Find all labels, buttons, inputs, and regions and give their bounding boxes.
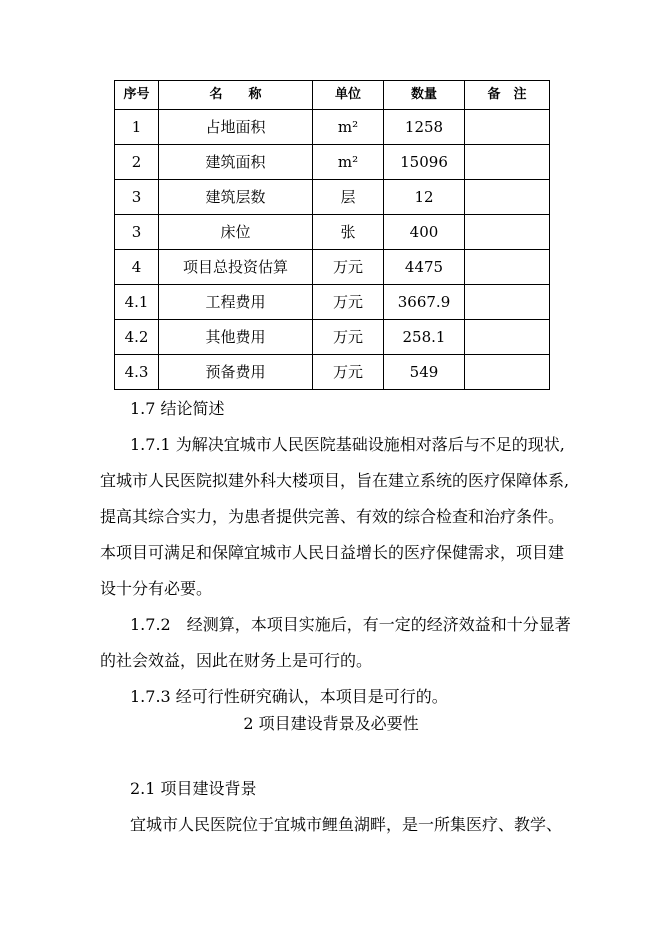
cell-seq: 3 [115, 215, 159, 250]
cell-quantity: 400 [384, 215, 465, 250]
paragraph-1-7-2-line: 的社会效益，因此在财务上是可行的。 [100, 651, 373, 670]
header-name: 名 称 [159, 81, 313, 110]
paragraph-1-7-3: 1.7.3 经可行性研究确认，本项目是可行的。 [130, 687, 448, 706]
table-row [115, 145, 550, 180]
table-row [115, 110, 550, 145]
cell-note [465, 320, 550, 355]
cell-note [465, 215, 550, 250]
cell-note [465, 355, 550, 390]
cell-unit: 万元 [313, 320, 384, 355]
paragraph-1-7-1-line: 设十分有必要。 [100, 579, 213, 598]
table-row [115, 355, 550, 390]
section-heading-2-1: 2.1 项目建设背景 [130, 779, 257, 798]
cell-unit: 层 [313, 180, 384, 215]
table-row [115, 320, 550, 355]
cell-quantity: 258.1 [384, 320, 465, 355]
cell-quantity: 3667.9 [384, 285, 465, 320]
cell-note [465, 145, 550, 180]
cell-name: 占地面积 [159, 110, 313, 145]
cell-unit: m² [313, 110, 384, 145]
cell-name: 其他费用 [159, 320, 313, 355]
cell-seq: 3 [115, 180, 159, 215]
cell-quantity: 12 [384, 180, 465, 215]
paragraph-1-7-1-line: 本项目可满足和保障宜城市人民日益增长的医疗保健需求，项目建 [100, 543, 565, 562]
cell-quantity: 1258 [384, 110, 465, 145]
cell-note [465, 285, 550, 320]
cell-unit: 万元 [313, 355, 384, 390]
header-quantity: 数量 [384, 81, 465, 110]
background-section [100, 771, 562, 843]
section-heading-1-7: 1.7 结论简述 [130, 399, 225, 418]
cell-name: 建筑层数 [159, 180, 313, 215]
cell-note [465, 180, 550, 215]
project-summary-table [114, 80, 550, 390]
header-unit: 单位 [313, 81, 384, 110]
paragraph-1-7-1-line: 宜城市人民医院拟建外科大楼项目，旨在建立系统的医疗保障体系, [100, 471, 570, 490]
cell-name: 工程费用 [159, 285, 313, 320]
cell-seq: 2 [115, 145, 159, 180]
paragraph-2-1-line: 宜城市人民医院位于宜城市鲤鱼湖畔，是一所集医疗、教学、 [130, 815, 563, 834]
cell-note [465, 110, 550, 145]
cell-name: 建筑面积 [159, 145, 313, 180]
cell-unit: 万元 [313, 250, 384, 285]
cell-quantity: 549 [384, 355, 465, 390]
header-note: 备 注 [465, 81, 550, 110]
cell-seq: 4.1 [115, 285, 159, 320]
cell-seq: 4.3 [115, 355, 159, 390]
table-row [115, 250, 550, 285]
cell-quantity: 4475 [384, 250, 465, 285]
cell-name: 项目总投资估算 [159, 250, 313, 285]
table-row [115, 215, 550, 250]
chapter-2-title: 2 项目建设背景及必要性 [243, 714, 419, 733]
header-seq: 序号 [115, 81, 159, 110]
cell-seq: 4.2 [115, 320, 159, 355]
cell-name: 床位 [159, 215, 313, 250]
cell-unit: 张 [313, 215, 384, 250]
cell-name: 预备费用 [159, 355, 313, 390]
cell-quantity: 15096 [384, 145, 465, 180]
conclusion-section [100, 391, 571, 715]
table-row [115, 285, 550, 320]
cell-unit: 万元 [313, 285, 384, 320]
paragraph-1-7-2-line: 1.7.2 经测算，本项目实施后，有一定的经济效益和十分显著 [130, 615, 571, 634]
paragraph-1-7-1-line: 提高其综合实力，为患者提供完善、有效的综合检查和治疗条件。 [100, 507, 565, 526]
cell-unit: m² [313, 145, 384, 180]
cell-note [465, 250, 550, 285]
cell-seq: 4 [115, 250, 159, 285]
paragraph-1-7-1-line: 1.7.1 为解决宜城市人民医院基础设施相对落后与不足的现状, [130, 435, 565, 454]
cell-seq: 1 [115, 110, 159, 145]
table-row [115, 180, 550, 215]
table-header-row [115, 81, 550, 110]
